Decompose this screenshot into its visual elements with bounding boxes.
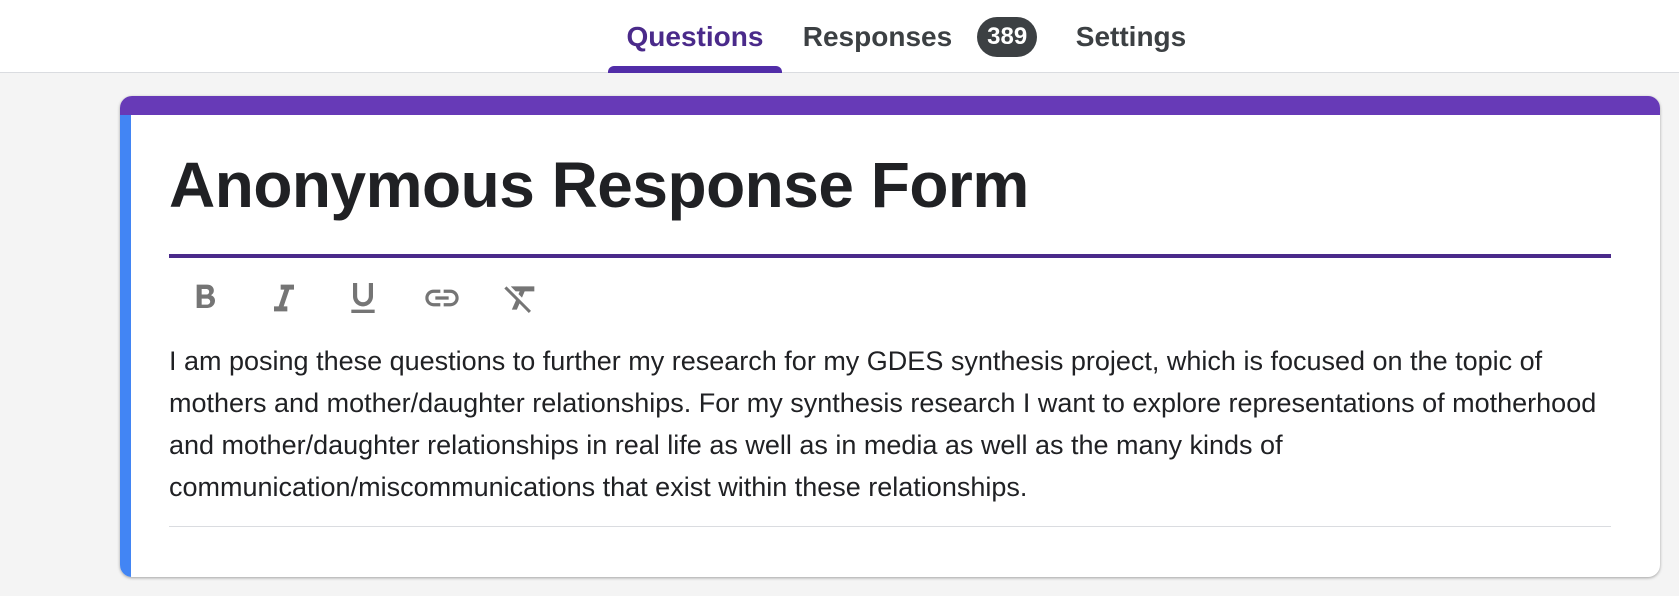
underline-icon[interactable]: [342, 277, 384, 319]
tab-settings[interactable]: [1070, 0, 1192, 73]
form-title-underline: [169, 254, 1611, 258]
tab-responses[interactable]: [800, 0, 1040, 73]
tab-responses-label: Responses: [802, 20, 953, 52]
clear-formatting-icon[interactable]: [500, 277, 542, 319]
card-focus-indicator: [120, 115, 131, 577]
tab-settings-label: Settings: [1075, 20, 1187, 52]
responses-count-badge: 389: [977, 17, 1037, 57]
form-description-input[interactable]: I am posing these questions to further my research for my GDES synthesis project, which is focused on the topic of mothers and mother/daughter relationships. For my synthesis research I want to explore representations of motherhood and mother/daughter relationships in real life as well as in media as well as the many kinds of communication/miscommunications that exist within these relationships.: [169, 346, 1597, 502]
form-header-card: [120, 96, 1660, 577]
formatting-toolbar: [184, 274, 542, 322]
active-tab-indicator: [608, 66, 782, 73]
tab-questions-label: Questions: [626, 20, 764, 52]
link-icon[interactable]: [421, 277, 463, 319]
form-title-input[interactable]: Anonymous Response Form: [169, 149, 1029, 221]
top-navigation: [0, 0, 1679, 73]
italic-icon[interactable]: [263, 277, 305, 319]
bold-icon[interactable]: [184, 277, 226, 319]
form-description-underline: [169, 526, 1611, 527]
card-accent-bar: [120, 96, 1660, 115]
tab-questions[interactable]: [608, 0, 782, 73]
